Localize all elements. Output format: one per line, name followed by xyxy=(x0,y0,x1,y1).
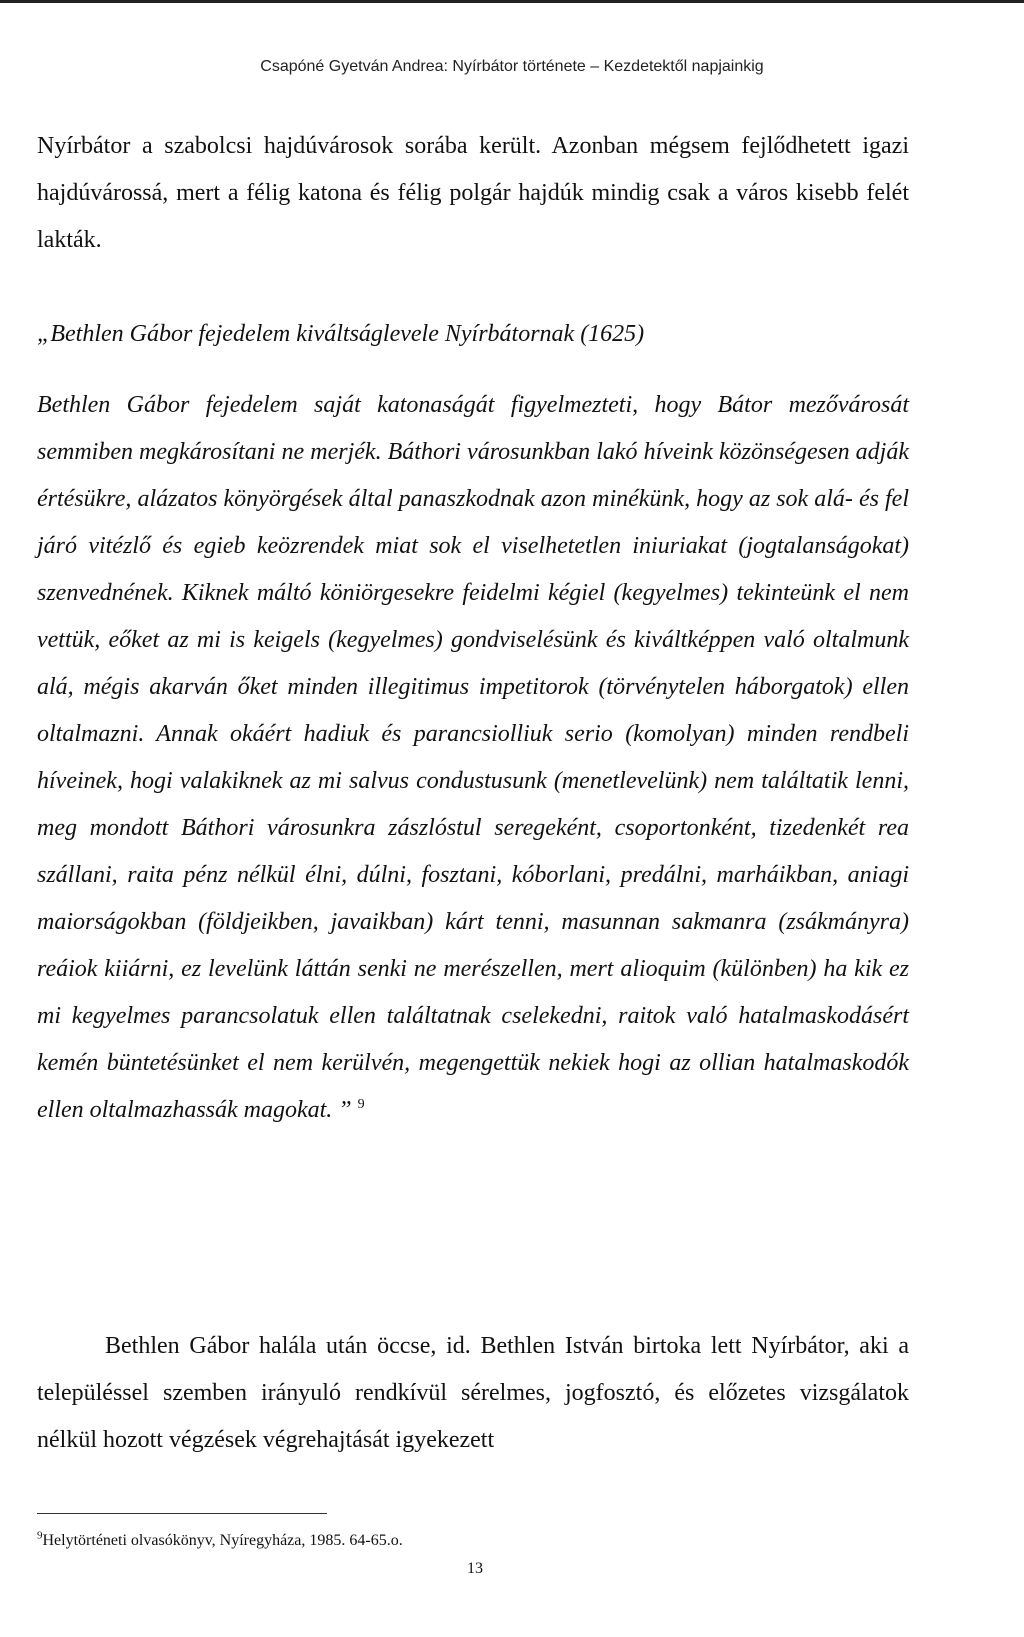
footnote-reference[interactable]: 9 xyxy=(357,1097,365,1112)
footnote-separator xyxy=(37,1513,327,1514)
running-header: Csapóné Gyetván Andrea: Nyírbátor története – Kezdetektől napjainkig xyxy=(260,58,764,75)
top-border-rule xyxy=(0,0,1024,3)
paragraph-1: Nyírbátor a szabolcsi hajdúvárosok sorába került. Azonban mégsem fejlődhetett igazi hajdúvárossá, mert a félig katona és félig polgár hajdúk mindig csak a város kisebb felét lakták. xyxy=(37,133,909,253)
paragraph-2: Bethlen Gábor halála után öccse, id. Bethlen István birtoka lett Nyírbátor, aki a településsel szemben irányuló rendkívül sérelmes, jogfosztó, és előzetes vizsgálatok nélkül hozott végzések végrehajtását igyekezett xyxy=(37,1333,909,1453)
footnote xyxy=(37,1529,403,1550)
footnote-number: 9 xyxy=(37,1529,43,1542)
footnote-text: Helytörténeti olvasókönyv, Nyíregyháza, 1985. 64-65.o. xyxy=(42,1532,403,1549)
quote-body-text: Bethlen Gábor fejedelem saját katonaságát figyelmezteti, hogy Bátor mezővárosát semmiben megkárosítani ne merjék. Báthori városunkban lakó híveink közönségesen adják értésükre, alázatos könyörgések által panaszkodnak azon minékünk, hogy az sok alá- és fel járó vitézlő és egieb keözrendek miat sok el viselhetetlen iniuriakat (jogtalanságokat) szenvednének. Kiknek máltó köniörgesekre feidelmi kégiel (kegyelmes) tekinteünk el nem vettük, eőket az mi is keigels (kegyelmes) gondviselésünk és kiváltképpen való oltalmunk alá, mégis akarván őket minden illegitimus impetitorok (törvénytelen háborgatok) ellen oltalmazni. Annak okáért hadiuk és parancsiolliuk serio (komolyan) minden rendbeli híveinek, hogi valakiknek az mi salvus condustusunk (menetlevelünk) nem találtatik lenni, meg mondott Báthori városunkra zászlóstul seregeként, csoportonként, tizedenkét rea szállani, raita pénz nélkül élni, dúlni, fosztani, kóborlani, predálni, marháikban, aniagi maiorságokban (földjeikben, javaikban) kárt tenni, masunnan sakmanra (zsákmányra) reáiok kiiárni, ez levelünk láttán senki ne merészellen, mert alioquim (különben) ha kik ez mi kegyelmes parancsolatuk ellen találtatnak cselekedni, raitok való hatalmaskodásért kemén büntetésünket el nem kerülvén, megengettük nekiek hogi az ollian hatalmaskodók ellen oltalmazhassák magokat. ” xyxy=(37,392,909,1123)
quote-block xyxy=(37,382,909,1134)
page-number: 13 xyxy=(467,1560,483,1577)
quote-title: „Bethlen Gábor fejedelem kiváltságlevele Nyírbátornak (1625) xyxy=(37,321,645,347)
